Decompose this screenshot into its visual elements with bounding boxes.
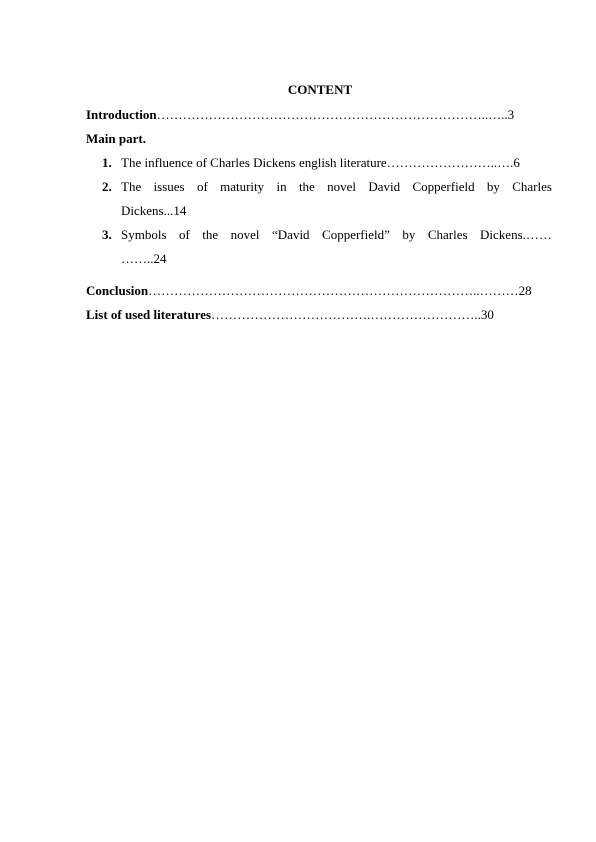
list-number: 1. bbox=[102, 155, 112, 170]
toc-entry-conclusion bbox=[86, 283, 552, 299]
word: Copperfield” bbox=[322, 227, 390, 242]
list-number: 3. bbox=[102, 227, 112, 242]
toc-entry-introduction bbox=[86, 107, 552, 123]
word: Charles bbox=[427, 227, 468, 242]
toc-page-number: 28 bbox=[518, 283, 532, 298]
toc-leader: …………………………………………………………………..……… bbox=[148, 283, 519, 298]
toc-section-main-part: Main part. bbox=[86, 131, 146, 146]
word: of bbox=[178, 227, 190, 242]
toc-entry-item-line bbox=[121, 179, 552, 195]
word: the bbox=[202, 227, 219, 242]
word: David bbox=[368, 179, 401, 194]
word: novel bbox=[230, 227, 260, 242]
toc-page-number: 30 bbox=[480, 307, 494, 322]
word: “David bbox=[272, 227, 310, 242]
toc-title: CONTENT bbox=[287, 82, 353, 97]
toc-entry-item-line: ……..24 bbox=[121, 251, 167, 266]
word: in bbox=[276, 179, 287, 194]
word: by bbox=[486, 179, 500, 194]
word: Symbols bbox=[121, 227, 167, 242]
word: of bbox=[196, 179, 208, 194]
word: maturity bbox=[220, 179, 265, 194]
list-number: 2. bbox=[102, 179, 112, 194]
word: Copperfield bbox=[412, 179, 475, 194]
toc-entry-item: The influence of Charles Dickens english literature……………………..….6 bbox=[121, 155, 520, 170]
toc-entry-label: Conclusion bbox=[86, 283, 149, 298]
toc-entry-literature bbox=[86, 307, 552, 323]
toc-entry-item-line: Dickens...14 bbox=[121, 203, 187, 218]
word: by bbox=[402, 227, 416, 242]
toc-entry-item-line bbox=[121, 227, 552, 243]
toc-entry-label: Introduction bbox=[86, 107, 157, 122]
word: Dickens.…… bbox=[480, 227, 552, 242]
toc-leader: ……………………………….…………………….. bbox=[211, 307, 481, 322]
word: Charles bbox=[512, 179, 552, 194]
toc-entry-label: List of used literatures bbox=[86, 307, 212, 322]
word: the bbox=[298, 179, 315, 194]
word: issues bbox=[153, 179, 185, 194]
toc-leader: …………………………………………………………………..….. bbox=[156, 107, 508, 122]
word: novel bbox=[327, 179, 357, 194]
toc-page-number: 3 bbox=[507, 107, 515, 122]
word: The bbox=[121, 179, 142, 194]
